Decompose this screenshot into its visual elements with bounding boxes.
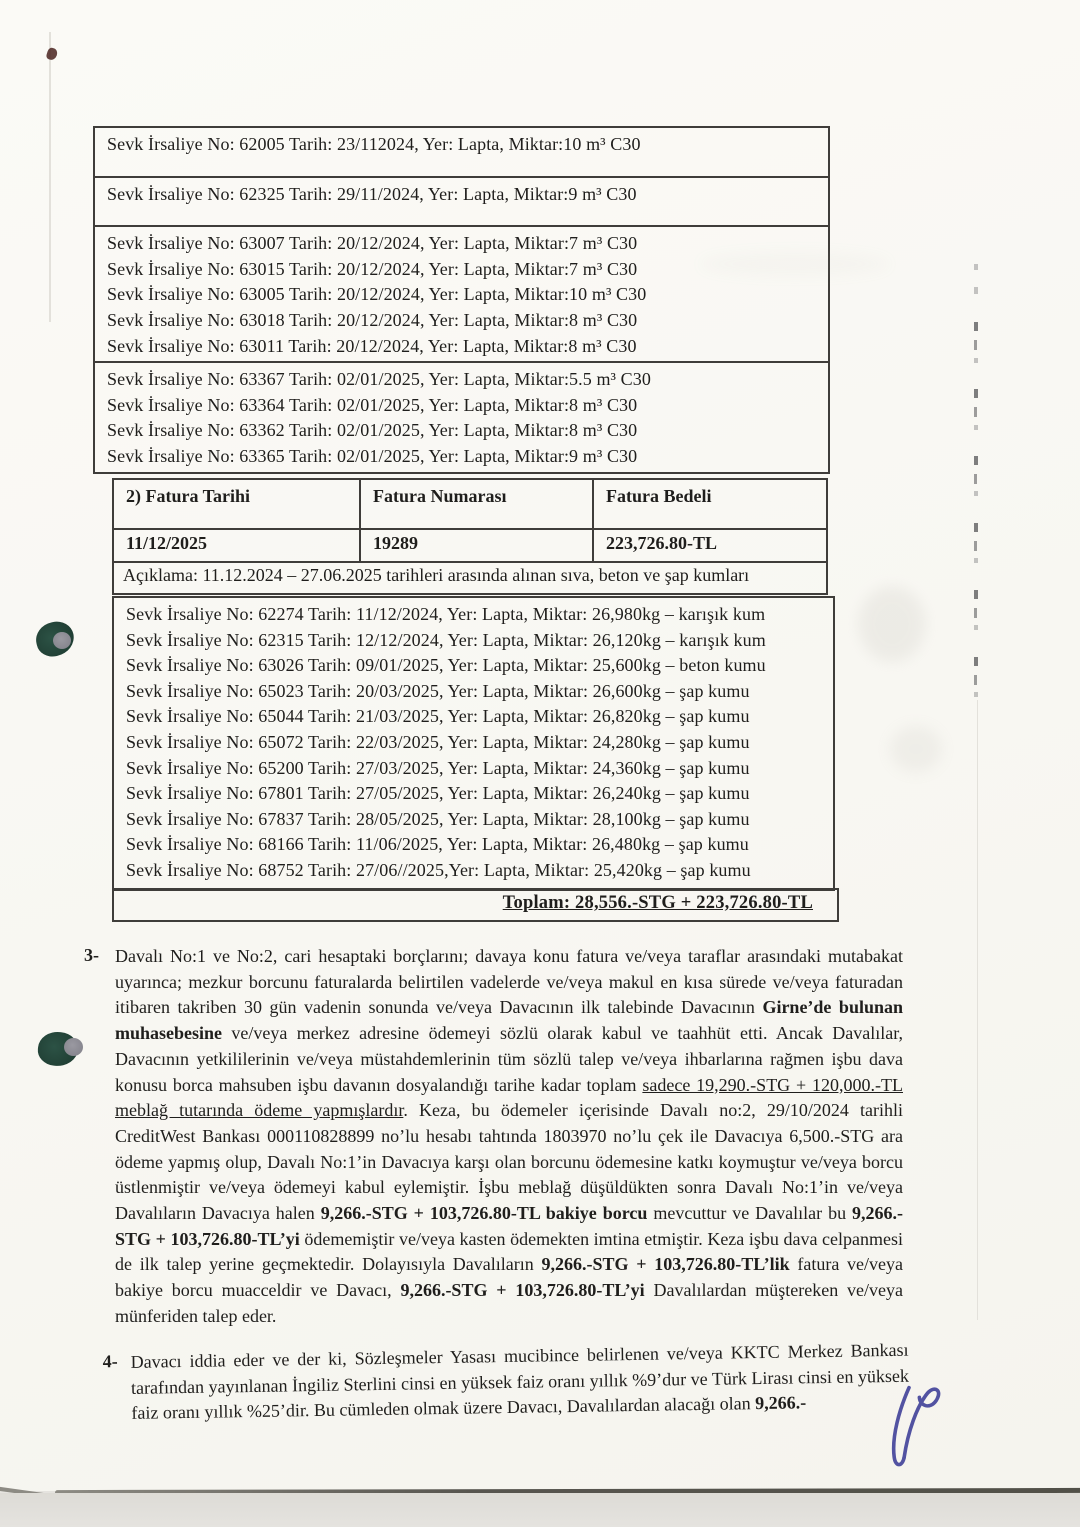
waybill-row: Sevk İrsaliye No: 63007 Tarih: 20/12/2024, Yer: Lapta, Miktar:7 m³ C30 (107, 233, 638, 254)
ink-spot (45, 47, 58, 62)
waybill-group-4 (95, 361, 828, 471)
paragraph-text (115, 944, 903, 1330)
bleed-mark (974, 523, 978, 532)
bleed-mark (974, 456, 978, 465)
invoice-bedel: 223,726.80-TL (606, 533, 718, 553)
waybill-row: Sevk İrsaliye No: 62325 Tarih: 29/11/2024, Yer: Lapta, Miktar:9 m³ C30 (107, 183, 637, 204)
waybill-row: Sevk İrsaliye No: 63365 Tarih: 02/01/2025, Yer: Lapta, Miktar:9 m³ C30 (107, 445, 638, 466)
bleed-smudge (858, 586, 926, 662)
text-segment: . Keza, bu ödemeler içerisinde Davalı no:2, 29/10/2024 tarihli CreditWest Bankası 000110828899 no’lu hesabı tahtında 1803970 no’lu çek ile Davacıya 6,500.-STG ara ödeme yapmış olup, Davalı No:1’in Davacıya karşı olan borcunu ödemesine katkı koymuştur ve/veya borcu üstlenmiştir ve/veya ödemeyi kabul eylemiştir. İşbu meblağ düşüldükten sonra Davalı No:1’in ve/veya Davalıların Davacıya halen (115, 1100, 903, 1224)
waybill-row: Sevk İrsaliye No: 63018 Tarih: 20/12/2024, Yer: Lapta, Miktar:8 m³ C30 (107, 309, 638, 330)
waybill-row: Sevk İrsaliye No: 65044 Tarih: 21/03/2025, Yer: Lapta, Miktar: 26,820kg – şap kumu (126, 706, 750, 727)
waybill-row: Sevk İrsaliye No: 62274 Tarih: 11/12/2024, Yer: Lapta, Miktar: 26,980kg – karışık kum (126, 604, 766, 624)
text-segment: ödememiştir ve/veya kasten ödemekten imtina etmiştir. Keza işbu dava celpanmesi de ilk talep yerine geçmektedir. Dolayısıyla Davalıların (115, 1228, 903, 1275)
waybill-row: Sevk İrsaliye No: 63026 Tarih: 09/01/2025, Yer: Lapta, Miktar: 25,600kg – beton kumu (126, 655, 766, 676)
text-segment: 9,266.-STG + 103,726.80-TL’lik (541, 1254, 790, 1275)
waybill-group-3 (95, 225, 828, 361)
bleed-mark (974, 657, 978, 666)
waybill-row: Sevk İrsaliye No: 62315 Tarih: 12/12/2024, Yer: Lapta, Miktar: 26,120kg – karışık kum (126, 629, 766, 650)
paragraph-number: 3- (84, 945, 99, 965)
grommet-hole (64, 1038, 83, 1056)
invoice-header-bedel: Fatura Bedeli (606, 486, 712, 506)
total-amount: Toplam: 28,556.-STG + 223,726.80-TL (502, 893, 813, 913)
bleed-mark (974, 491, 978, 496)
bleed-mark (974, 590, 978, 599)
bleed-mark (974, 407, 977, 417)
paragraph-number: 4- (102, 1351, 118, 1372)
invoice-numara: 19289 (361, 530, 594, 561)
bleed-mark (974, 425, 978, 430)
waybill-row: Sevk İrsaliye No: 63005 Tarih: 20/12/2024, Yer: Lapta, Miktar:10 m³ C30 (107, 284, 647, 305)
waybill-row: Sevk İrsaliye No: 65072 Tarih: 22/03/2025, Yer: Lapta, Miktar: 24,280kg – şap kumu (126, 731, 750, 752)
bleed-mark (974, 264, 978, 270)
invoice-aciklama: Açıklama: 11.12.2024 – 27.06.2025 tarihleri arasında alınan sıva, beton ve şap kumları (123, 565, 750, 585)
waybill-group-1 (95, 128, 828, 176)
waybill-table-c30 (93, 126, 830, 474)
invoice-tarih: 11/12/2025 (114, 530, 361, 561)
waybill-row: Sevk İrsaliye No: 65023 Tarih: 20/03/2025, Yer: Lapta, Miktar: 26,600kg – şap kumu (126, 680, 750, 701)
text-segment: 9,266.-STG + 103,726.80-TL’yi (400, 1280, 645, 1301)
waybill-row: Sevk İrsaliye No: 65200 Tarih: 27/03/2025, Yer: Lapta, Miktar: 24,360kg – şap kumu (126, 757, 750, 778)
bleed-mark (974, 287, 978, 294)
bleed-smudge (890, 726, 942, 772)
text-segment: ve/veya merkez adresine ödemeyi sözlü olarak kabul ve taahhüt etti. Ancak Davalılar, Davacının yetkililerinin ve/veya müstahdemlerinin tüm sözlü talep ve/veya ihbarlarına rağmen işbu dava konusu borca mahsuben işbu davanın dosyalandığı tarihe kadar toplam (115, 1023, 903, 1095)
bleed-mark (974, 558, 978, 563)
claim-paragraph-3 (84, 944, 906, 1330)
waybill-row: Sevk İrsaliye No: 63011 Tarih: 20/12/2024, Yer: Lapta, Miktar:8 m³ C30 (107, 335, 637, 356)
waybill-row: Sevk İrsaliye No: 67837 Tarih: 28/05/2025, Yer: Lapta, Miktar: 28,100kg – şap kumu (126, 808, 750, 829)
text-segment: mevcuttur ve Davalılar bu (647, 1203, 852, 1224)
binding-grommet (36, 620, 82, 664)
waybill-table-kum (112, 596, 835, 891)
invoice-data-row (114, 530, 826, 563)
claim-paragraph-4 (102, 1338, 911, 1428)
page-right-edge (977, 700, 978, 1320)
text-segment: Davacı iddia eder ve der ki, Sözleşmeler Yasası mucibince belirlenen ve/veya KKTC Merkez Bankası tarafından yayınlanan İngiliz Sterlini cinsi en yüksek faiz oranı yıllık %9’dur ve Türk Lirası cinsi en yüksek faiz oranı yıllık %25’dir. Bu cümleden olmak üzere Davacı, Davalılardan alacağı olan (130, 1339, 910, 1424)
invoice-header-numara: Fatura Numarası (361, 480, 594, 528)
text-segment: 9,266.- (754, 1392, 807, 1414)
bleed-mark (974, 474, 977, 484)
waybill-row: Sevk İrsaliye No: 63015 Tarih: 20/12/2024, Yer: Lapta, Miktar:7 m³ C30 (107, 258, 638, 279)
bleed-mark (974, 692, 978, 697)
waybill-row: Sevk İrsaliye No: 63362 Tarih: 02/01/2025, Yer: Lapta, Miktar:8 m³ C30 (107, 420, 638, 441)
bleed-mark (974, 675, 977, 685)
waybill-row: Sevk İrsaliye No: 67801 Tarih: 27/05/2025, Yer: Lapta, Miktar: 26,240kg – şap kumu (126, 783, 750, 804)
waybill-row: Sevk İrsaliye No: 63364 Tarih: 02/01/2025, Yer: Lapta, Miktar:8 m³ C30 (107, 394, 638, 415)
signature-stroke (904, 1387, 939, 1459)
text-segment: Girne’de bulunan muhasebesine (115, 997, 903, 1044)
invoice-table (112, 478, 828, 595)
binding-grommet (38, 1026, 88, 1072)
bleed-mark (974, 389, 978, 398)
page-left-edge (49, 32, 51, 322)
text-segment: Davalı No:1 ve No:2, cari hesaptaki borçlarını; davaya konu fatura ve/veya taraflar arasındaki mutabakat uyarınca; mezkur borcunu faturalarda belirtilen vadelerde ve/veya makul en kısa sürede ve/veya faturadan itibaren takriben 30 gün vadenin sonunda ve/veya Davacının ilk talebinde Davacının (115, 946, 903, 1018)
bleed-mark (974, 322, 978, 331)
text-segment: fatura ve/veya bakiye borcu muacceldir ve Davacı, (115, 1254, 904, 1301)
paragraph-text (130, 1338, 909, 1427)
waybill-group-2 (95, 176, 828, 226)
invoice-header-row (114, 480, 826, 530)
waybill-row: Sevk İrsaliye No: 68166 Tarih: 11/06/2025, Yer: Lapta, Miktar: 26,480kg – şap kumu (126, 834, 749, 855)
bleed-mark (974, 340, 977, 350)
invoice-header-tarih: 2) Fatura Tarihi (114, 480, 361, 528)
bleed-mark (974, 608, 977, 618)
bleed-mark (974, 358, 978, 363)
text-segment: 9,266.-STG + 103,726.80-TL bakiye borcu (320, 1203, 648, 1224)
text-segment: Davalılardan müştereken ve/veya münferiden talep eder. (115, 1280, 904, 1326)
signature-initials-ink (869, 1377, 958, 1484)
text-segment: 9,266.-STG + 103,726.80-TL’yi (115, 1203, 903, 1249)
bleed-mark (974, 625, 978, 630)
waybill-row: Sevk İrsaliye No: 62005 Tarih: 23/112024, Yer: Lapta, Miktar:10 m³ C30 (107, 134, 641, 154)
waybill-row: Sevk İrsaliye No: 63367 Tarih: 02/01/2025, Yer: Lapta, Miktar:5.5 m³ C30 (107, 369, 651, 390)
waybill-row: Sevk İrsaliye No: 68752 Tarih: 27/06//2025,Yer: Lapta, Miktar: 25,420kg – şap kumu (126, 859, 751, 880)
bleed-smudge (700, 252, 890, 276)
text-segment: sadece 19,290.-STG + 120,000.-TL meblağ tutarında ödeme yapmışlardır (115, 1074, 903, 1121)
grommet-hole (53, 632, 71, 649)
scanner-background (0, 1493, 1080, 1527)
total-box (112, 888, 839, 922)
bleed-mark (974, 541, 977, 551)
